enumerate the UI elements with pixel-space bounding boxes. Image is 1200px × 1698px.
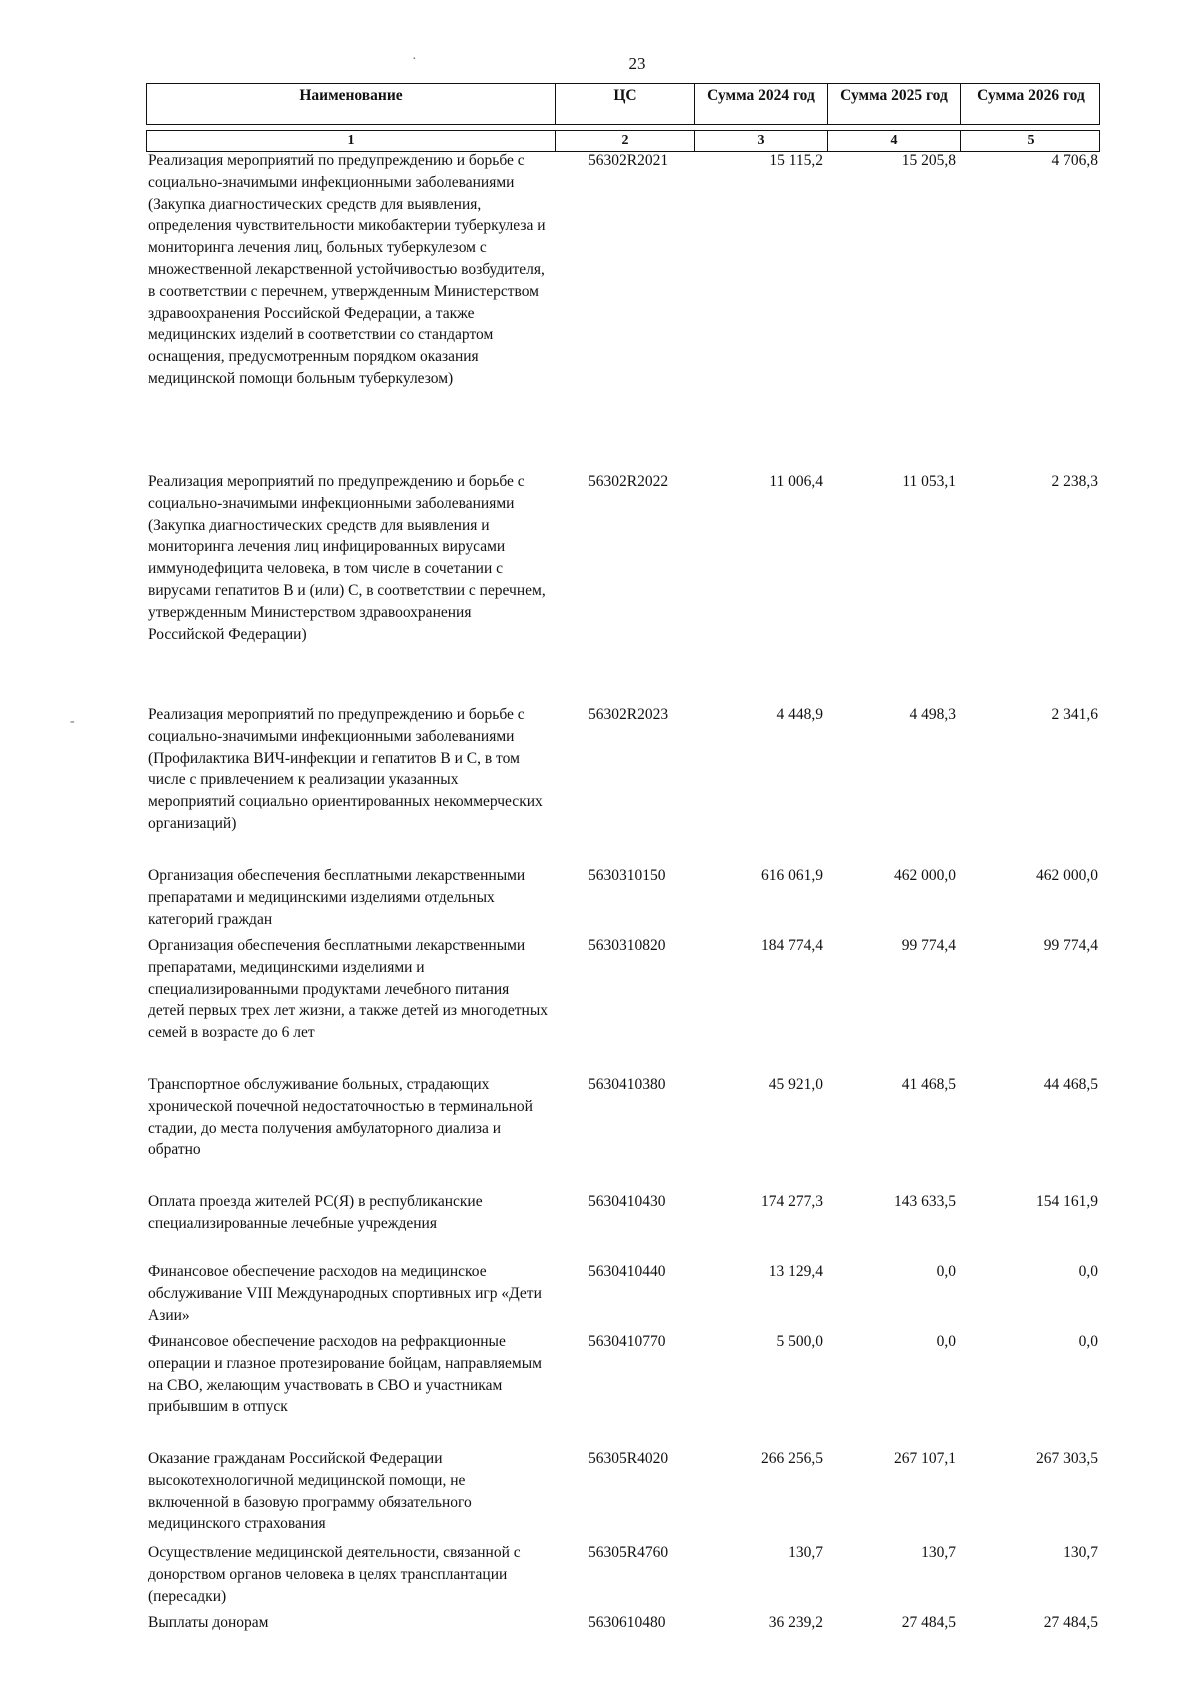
row-name: Выплаты донорам xyxy=(148,1614,269,1631)
header-cs: ЦС xyxy=(556,84,695,124)
row-2024: 174 277,3 xyxy=(761,1193,823,1210)
table-row xyxy=(146,1074,1100,1161)
row-2026: 130,7 xyxy=(1063,1544,1098,1561)
row-2025: 0,0 xyxy=(936,1333,956,1350)
row-2026: 44 468,5 xyxy=(1043,1076,1098,1093)
table-row xyxy=(146,1331,1100,1418)
table-header xyxy=(146,83,1100,125)
row-cs: 56302R2022 xyxy=(588,473,669,490)
row-2024: 11 006,4 xyxy=(769,473,823,490)
row-name: Финансовое обеспечение расходов на медицинское обслуживание VIII Международных спортивных игр «Дети Азии» xyxy=(148,1263,542,1324)
row-2024: 13 129,4 xyxy=(768,1263,823,1280)
table-row xyxy=(146,471,1100,645)
row-2026: 154 161,9 xyxy=(1036,1193,1098,1210)
table-row xyxy=(146,704,1100,835)
header-2025: Сумма 2025 год xyxy=(828,84,961,124)
table-row xyxy=(146,150,1100,390)
row-cs: 5630410380 xyxy=(588,1076,666,1093)
row-2025: 27 484,5 xyxy=(901,1614,956,1631)
table-row xyxy=(146,1612,1100,1634)
table-row xyxy=(146,1542,1100,1607)
header-2024: Сумма 2024 год xyxy=(695,84,828,124)
row-cs: 56302R2021 xyxy=(588,152,669,169)
row-name: Реализация мероприятий по предупреждению и борьбе с социально-значимыми инфекционными заболеваниями (Профилактика ВИЧ-инфекции и гепатитов В и С, в том числе с привлечением к реализации указанных мероприятий социально ориентированных некоммерческих организаций) xyxy=(148,706,543,832)
row-name: Организация обеспечения бесплатными лекарственными препаратами, медицинскими изделиями и специализированными продуктами лечебного питания детей первых трех лет жизни, а также детей из многодетных семей в возрасте до 6 лет xyxy=(148,937,549,1042)
row-cs: 56305R4020 xyxy=(588,1450,669,1467)
row-cs: 56305R4760 xyxy=(588,1544,669,1561)
row-2025: 267 107,1 xyxy=(894,1450,956,1467)
row-2026: 4 706,8 xyxy=(1051,152,1098,169)
row-name: Реализация мероприятий по предупреждению и борьбе с социально-значимыми инфекционными заболеваниями (Закупка диагностических средств для выявления, определения чувствительности микобактерии туберкулеза и мониторинга лечения лиц, больных туберкулезом с множественной лекарственной устойчивостью возбудителя, в соответствии с перечнем, утвержденным Министерством здравоохранения Российской Федерации, а также медицинских изделий в соответствии со стандартом оснащения, предусмотренным порядком оказания медицинской помощи больным туберкулезом) xyxy=(148,152,546,387)
page-number: 23 xyxy=(628,54,646,73)
row-2025: 4 498,3 xyxy=(909,706,956,723)
row-name: Осуществление медицинской деятельности, связанной с донорством органов человека в целях трансплантации (пересадки) xyxy=(148,1544,521,1605)
row-2024: 45 921,0 xyxy=(768,1076,823,1093)
row-cs: 56302R2023 xyxy=(588,706,669,723)
row-name: Оплата проезда жителей РС(Я) в республиканские специализированные лечебные учреждения xyxy=(148,1193,483,1232)
row-cs: 5630410440 xyxy=(588,1263,666,1280)
header-name: Наименование xyxy=(147,84,556,124)
row-2024: 36 239,2 xyxy=(768,1614,823,1631)
row-2026: 2 341,6 xyxy=(1051,706,1098,723)
row-name: Транспортное обслуживание больных, страдающих хронической почечной недостаточностью в терминальной стадии, до места получения амбулаторного диализа и обратно xyxy=(148,1076,533,1159)
row-cs: 5630310150 xyxy=(588,867,666,884)
column-number: 3 xyxy=(695,131,828,151)
column-numbers-row xyxy=(146,130,1100,152)
row-2025: 0,0 xyxy=(936,1263,956,1280)
row-2026: 462 000,0 xyxy=(1036,867,1098,884)
row-2026: 0,0 xyxy=(1078,1333,1098,1350)
row-2024: 616 061,9 xyxy=(761,867,823,884)
row-2026: 0,0 xyxy=(1078,1263,1098,1280)
row-2024: 266 256,5 xyxy=(761,1450,823,1467)
row-name: Реализация мероприятий по предупреждению и борьбе с социально-значимыми инфекционными заболеваниями (Закупка диагностических средств для выявления и мониторинга лечения лиц инфицированных вирусами иммунодефицита человека, в том числе в сочетании с вирусами гепатитов В и (или) С, в соответствии с перечнем, утвержденным Министерством здравоохранения Российской Федерации) xyxy=(148,473,546,643)
row-2024: 15 115,2 xyxy=(769,152,823,169)
scan-dot: · xyxy=(412,52,417,67)
row-2025: 143 633,5 xyxy=(894,1193,956,1210)
row-2024: 5 500,0 xyxy=(776,1333,823,1350)
column-number: 1 xyxy=(147,131,556,151)
row-2025: 15 205,8 xyxy=(901,152,956,169)
row-2026: 2 238,3 xyxy=(1051,473,1098,490)
row-2026: 27 484,5 xyxy=(1043,1614,1098,1631)
table-row xyxy=(146,865,1100,930)
row-2024: 130,7 xyxy=(788,1544,823,1561)
column-number: 2 xyxy=(556,131,695,151)
table-row xyxy=(146,1261,1100,1326)
table-row xyxy=(146,1191,1100,1235)
row-2025: 130,7 xyxy=(921,1544,956,1561)
scan-dash: - xyxy=(70,714,75,729)
column-number: 4 xyxy=(828,131,961,151)
row-2025: 99 774,4 xyxy=(901,937,956,954)
column-number: 5 xyxy=(1027,133,1035,148)
row-2025: 11 053,1 xyxy=(902,473,956,490)
row-2025: 41 468,5 xyxy=(901,1076,956,1093)
table-row xyxy=(146,1448,1100,1535)
row-cs: 5630310820 xyxy=(588,937,666,954)
row-2025: 462 000,0 xyxy=(894,867,956,884)
budget-table xyxy=(146,83,1100,1631)
row-cs: 5630610480 xyxy=(588,1614,666,1631)
row-name: Финансовое обеспечение расходов на рефракционные операции и глазное протезирование бойцам, направляемым на СВО, желающим участвовать в СВО и участникам прибывшим в отпуск xyxy=(148,1333,542,1416)
row-2024: 184 774,4 xyxy=(761,937,823,954)
row-2026: 99 774,4 xyxy=(1043,937,1098,954)
row-name: Организация обеспечения бесплатными лекарственными препаратами и медицинскими изделиями отдельных категорий граждан xyxy=(148,867,526,928)
row-2026: 267 303,5 xyxy=(1036,1450,1098,1467)
row-name: Оказание гражданам Российской Федерации высокотехнологичной медицинской помощи, не включенной в базовую программу обязательного медицинского страхования xyxy=(148,1450,472,1533)
row-cs: 5630410430 xyxy=(588,1193,666,1210)
header-2026: Сумма 2026 год xyxy=(977,87,1085,104)
row-2024: 4 448,9 xyxy=(776,706,823,723)
table-row xyxy=(146,935,1100,1044)
row-cs: 5630410770 xyxy=(588,1333,666,1350)
